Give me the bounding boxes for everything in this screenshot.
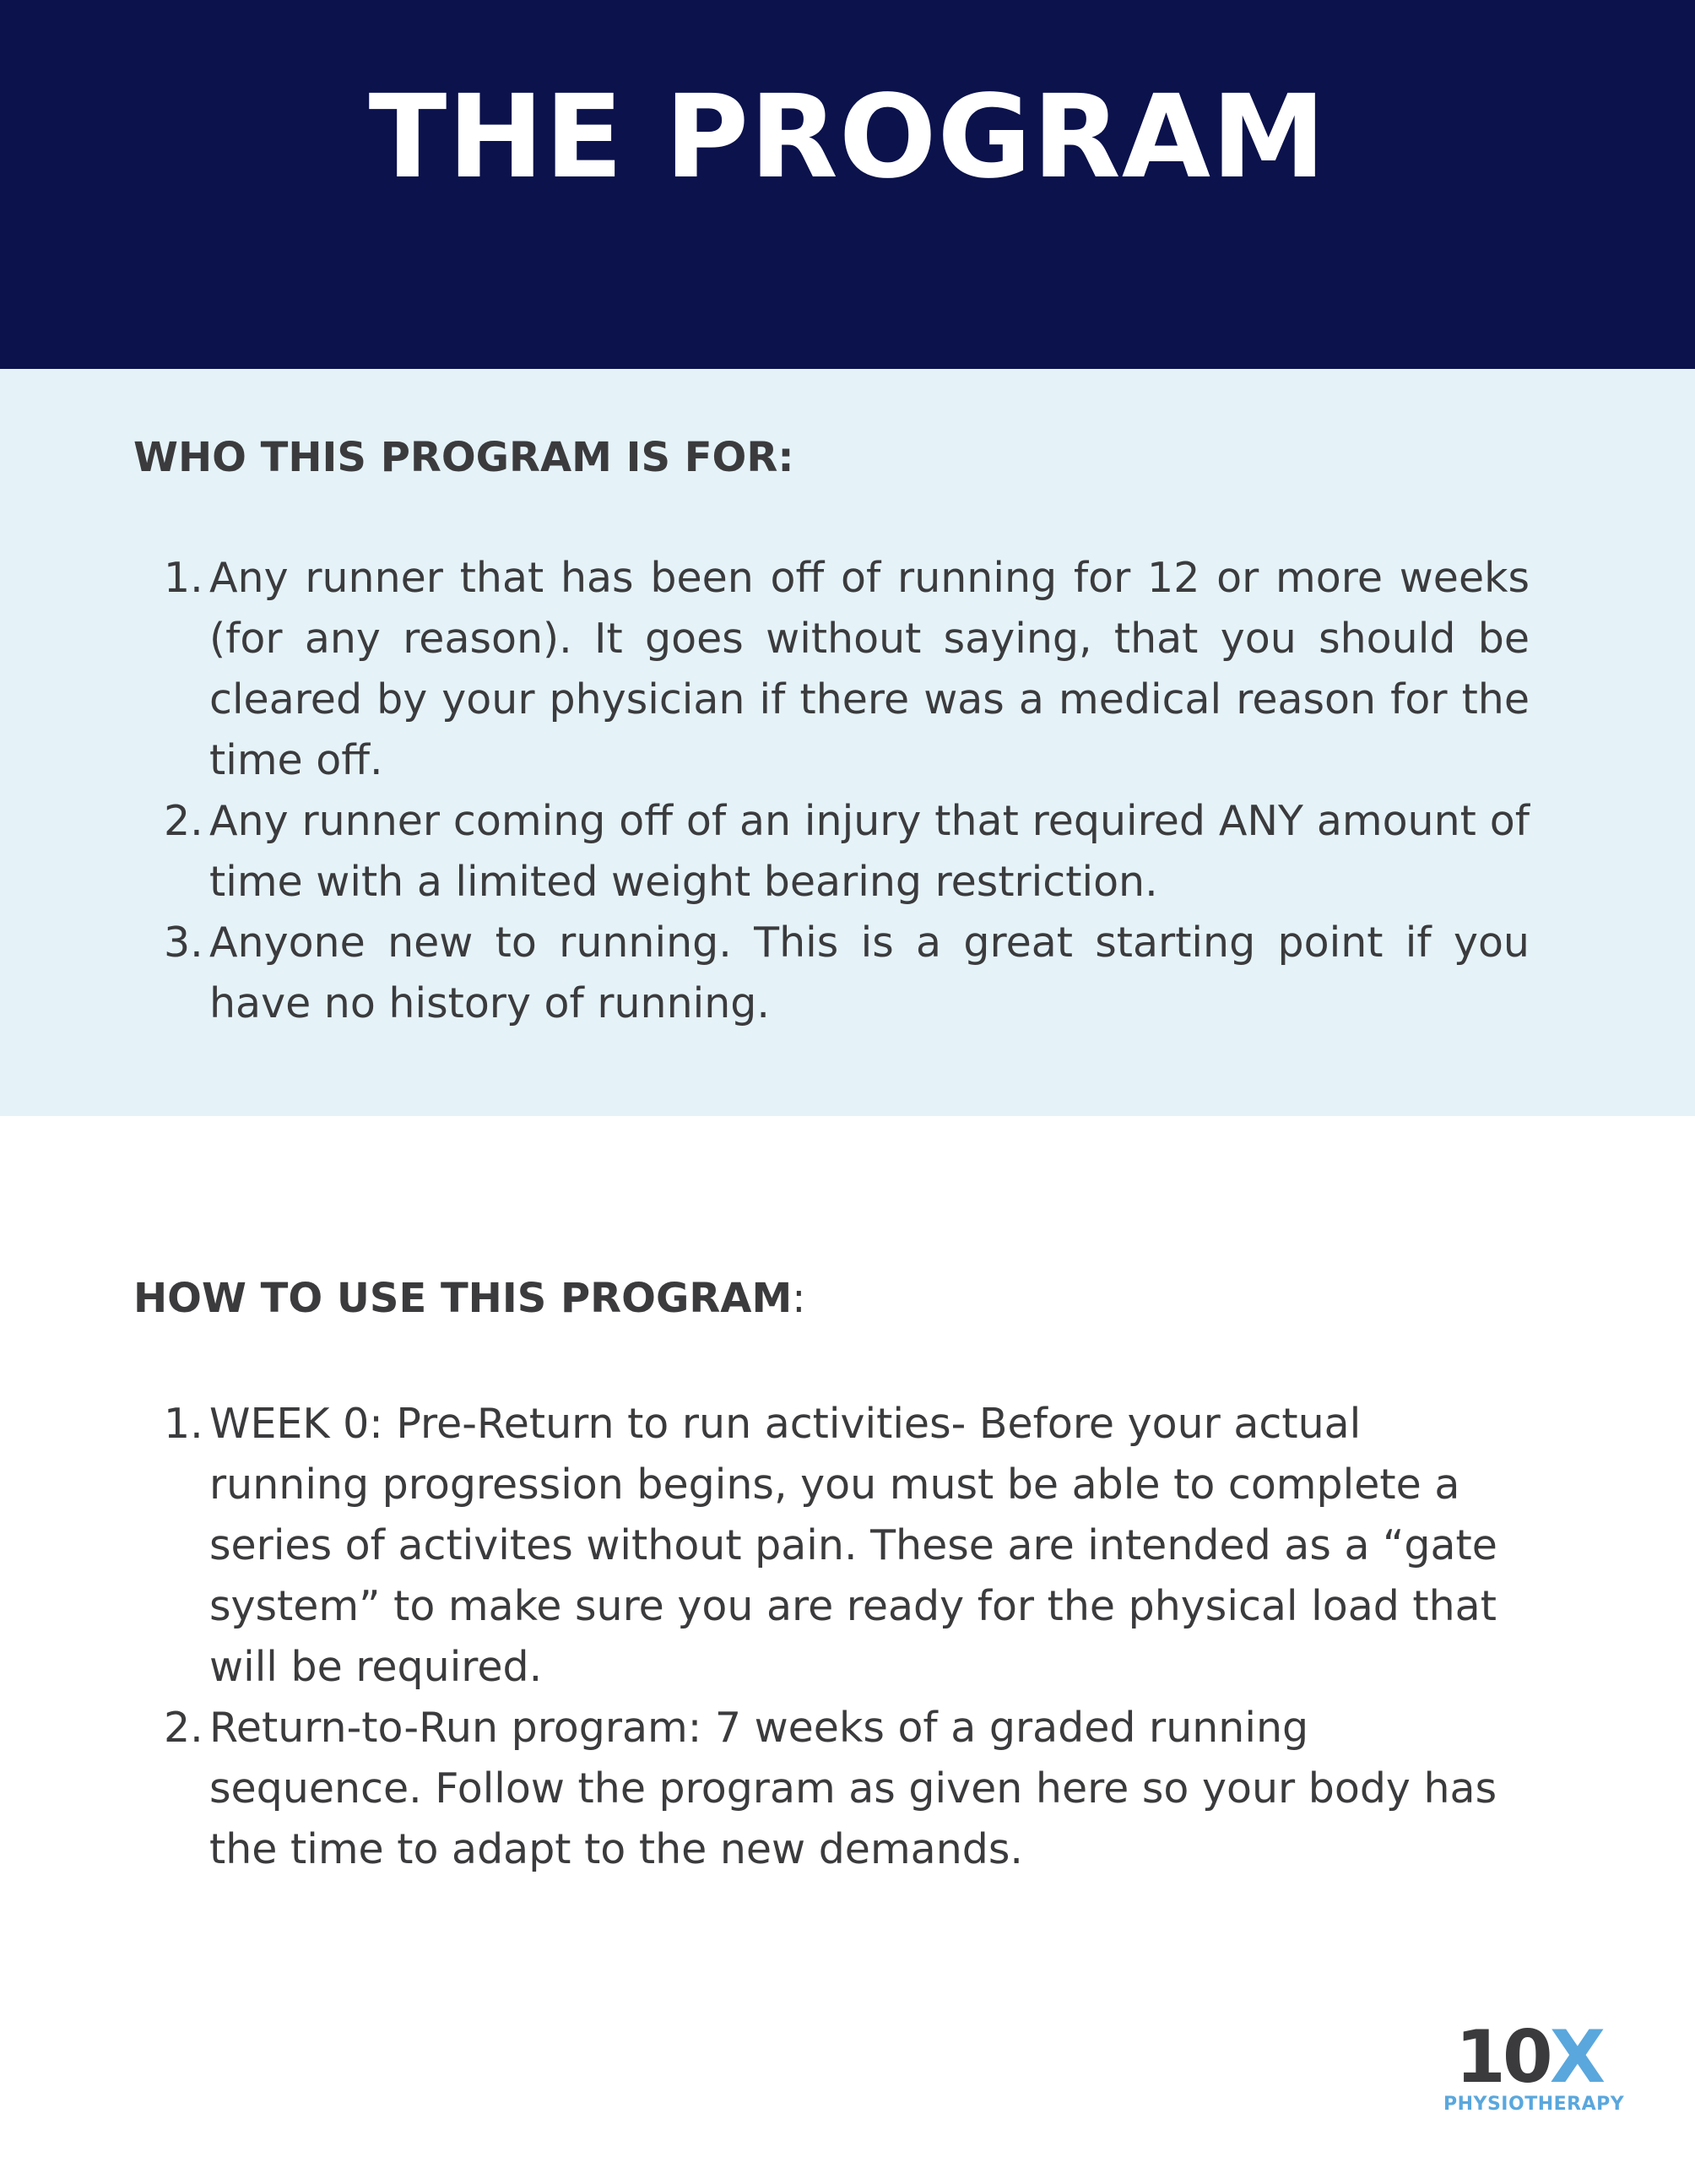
how-list (133, 1394, 1530, 1880)
how-heading-colon: : (792, 1275, 806, 1322)
list-text: Any runner that has been off of running for 12 or more weeks (for any reason). It goes without saying, that you should be cleared by your physician if there was a medical reason for the time off. (209, 554, 1530, 784)
list-text: WEEK 0: Pre-Return to run activities- Before your actual running progression begins, you must be able to complete a series of activites without pain. These are intended as a “gate system” to make sure you are ready for the physical load that will be required. (209, 1400, 1497, 1691)
logo-mark (1455, 2015, 1602, 2100)
how-heading-text: HOW TO USE THIS PROGRAM (133, 1275, 793, 1322)
brand-logo (1435, 2015, 1625, 2122)
list-text: Any runner coming off of an injury that required ANY amount of time with a limited weight bearing restriction. (209, 797, 1530, 906)
list-item (133, 1698, 1530, 1880)
list-number: 1. (164, 554, 203, 602)
list-number: 3. (164, 919, 203, 967)
logo-mark-digits: 10 (1455, 2015, 1550, 2100)
how-heading (133, 1275, 805, 1324)
logo-mark-x: X (1549, 2015, 1602, 2100)
who-heading: WHO THIS PROGRAM IS FOR: (133, 434, 794, 481)
list-number: 1. (164, 1400, 203, 1448)
logo-wordmark: PHYSIOTHERAPY (1443, 2094, 1625, 2115)
list-item (133, 913, 1530, 1034)
header-banner (0, 0, 1695, 369)
who-list (133, 548, 1530, 1034)
list-number: 2. (164, 797, 203, 845)
list-number: 2. (164, 1704, 203, 1752)
list-text: Anyone new to running. This is a great starting point if you have no history of running. (209, 919, 1530, 1027)
who-section (0, 369, 1695, 1116)
page-title: THE PROGRAM (368, 71, 1327, 204)
list-item (133, 1394, 1530, 1698)
list-item (133, 548, 1530, 791)
list-item (133, 791, 1530, 913)
list-text: Return-to-Run program: 7 weeks of a graded running sequence. Follow the program as given here so your body has the time to adapt to the new demands. (209, 1704, 1497, 1873)
